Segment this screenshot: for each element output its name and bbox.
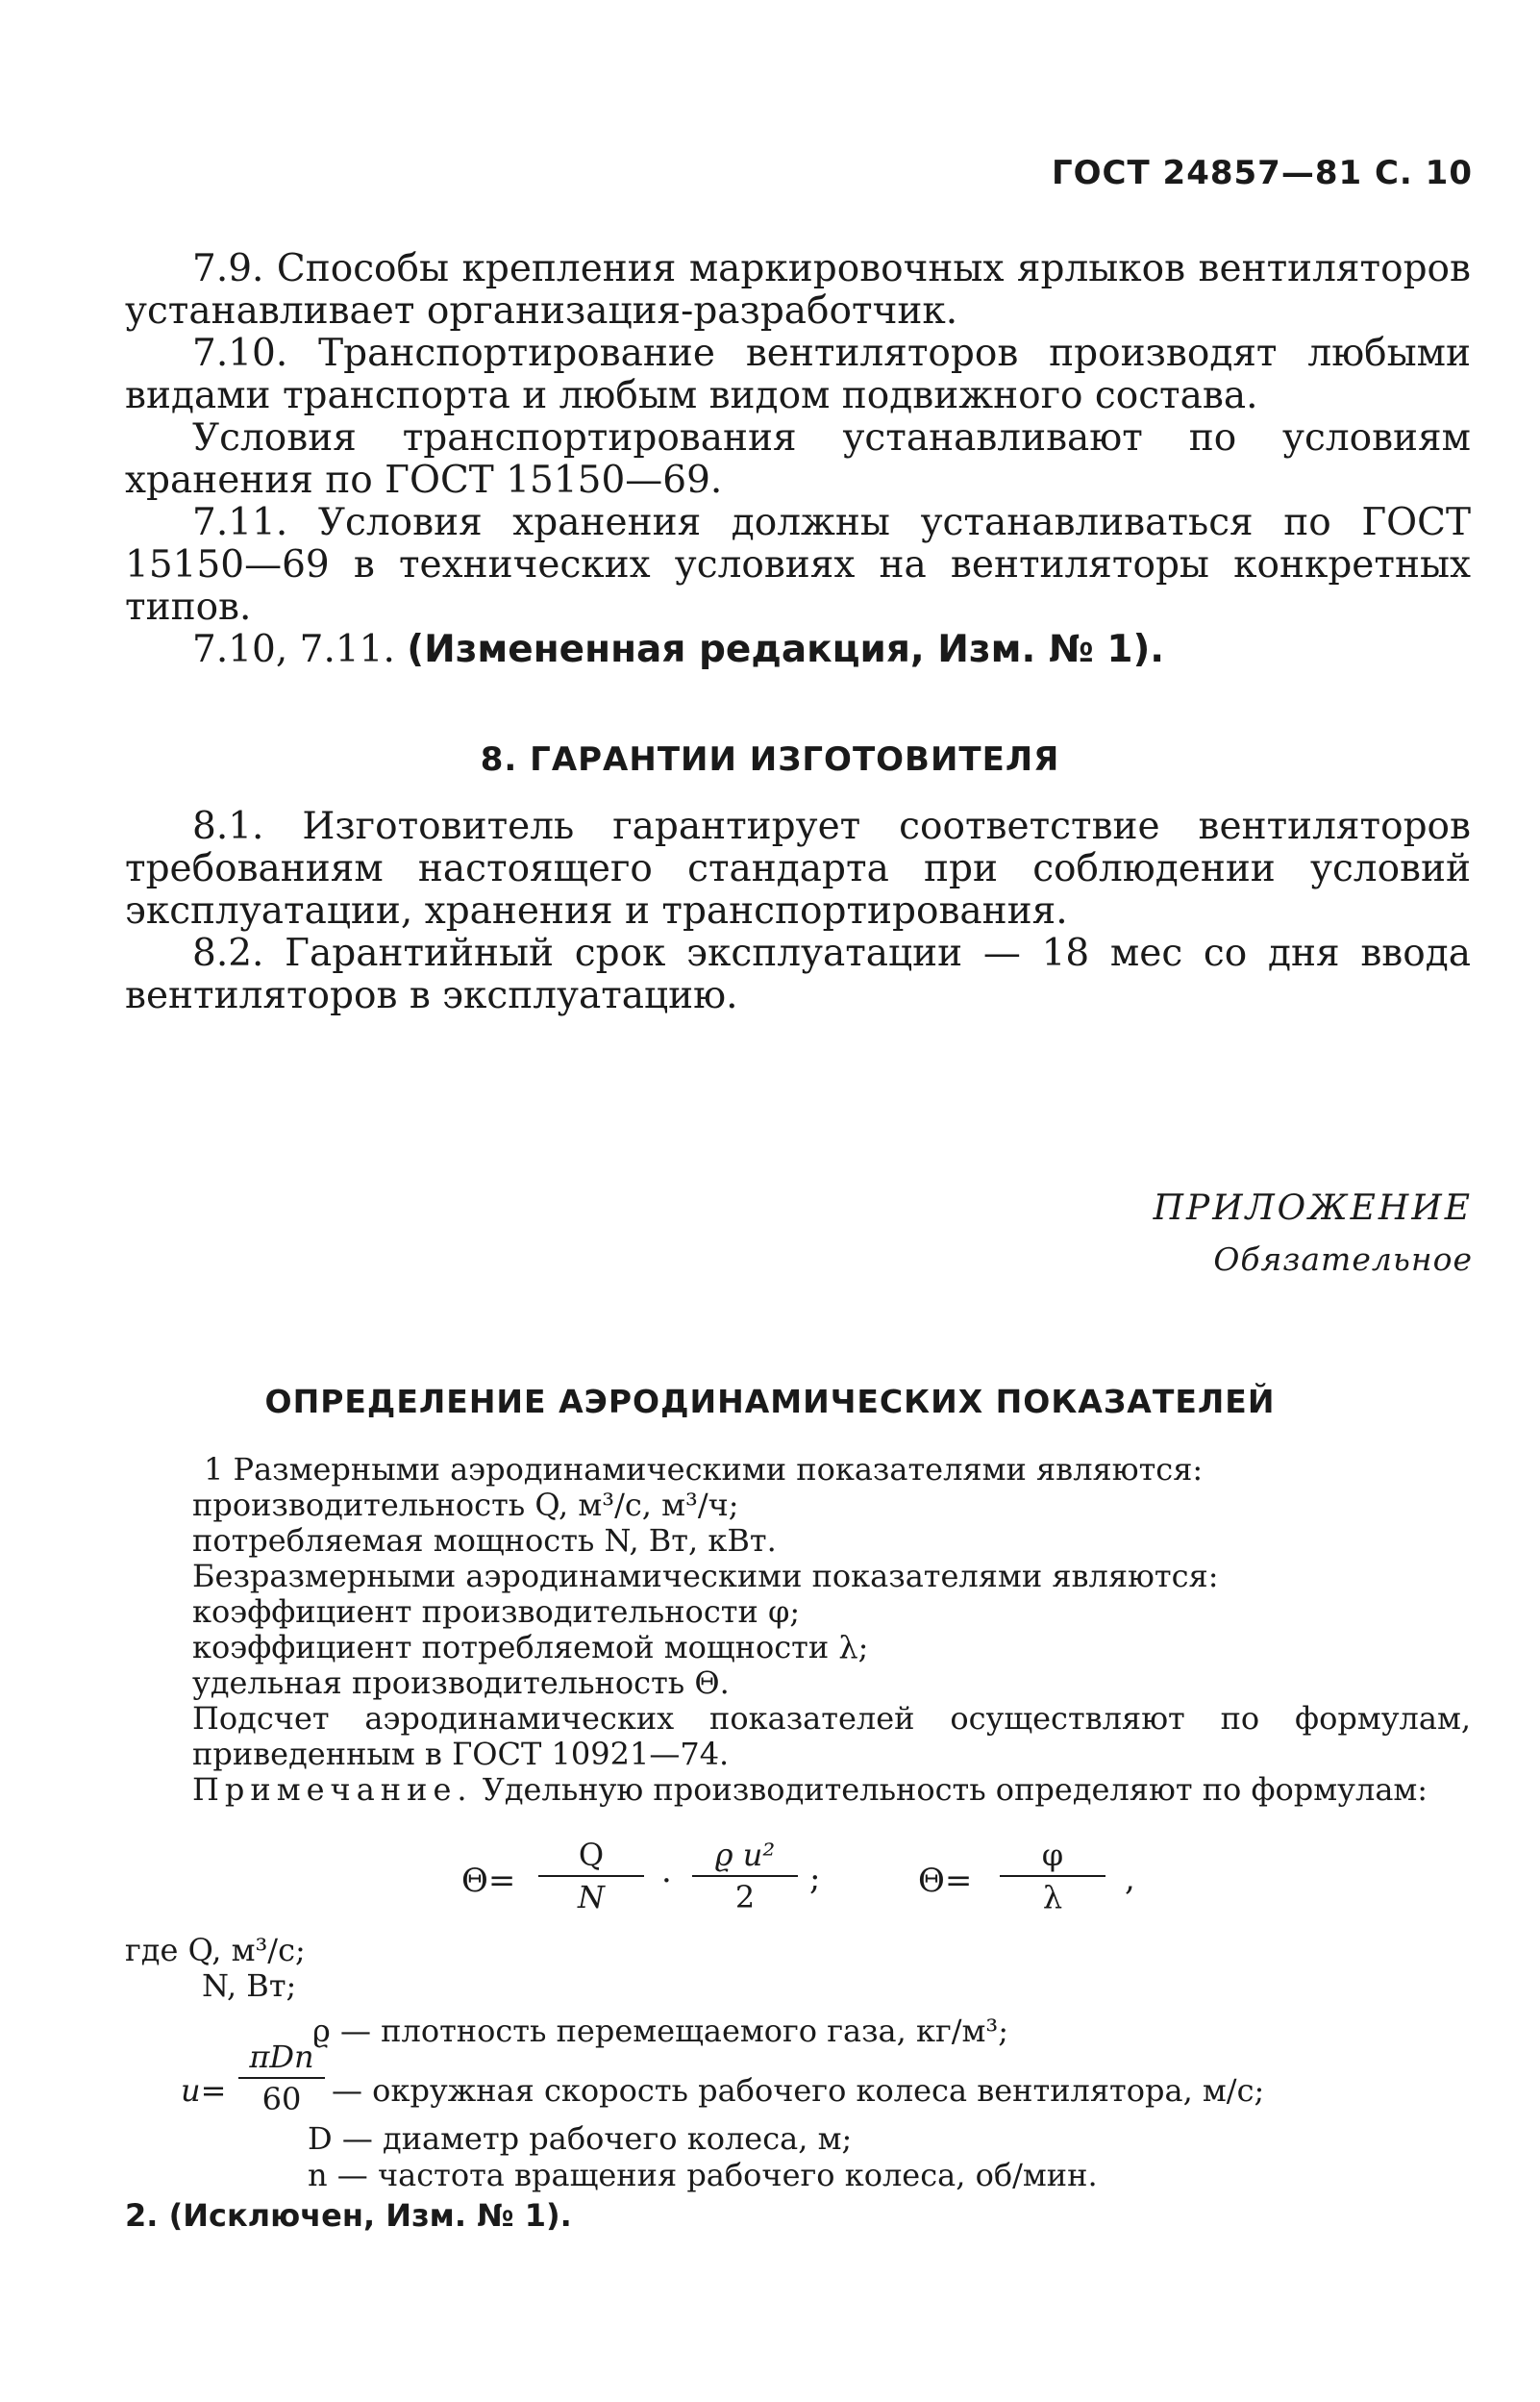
fraction-bar [238, 2077, 325, 2079]
appendix-status: Обязательное [1213, 1240, 1473, 1278]
formula-row [0, 1827, 1540, 1933]
appendix-item-2-excluded: 2. (Исключен, Изм. № 1). [125, 2197, 572, 2234]
def-n-rotation: n — частота вращения рабочего колеса, об/мин. [308, 2157, 1098, 2193]
formula-variable-definitions [125, 1933, 1471, 2250]
section-8-title: 8. ГАРАНТИИ ИЗГОТОВИТЕЛЯ [480, 740, 1060, 779]
amendment-note: (Измененная редакция, Изм. № 1). [407, 628, 1165, 671]
def-u-num: πDn [249, 2039, 314, 2075]
def-u-lhs: u= [181, 2072, 227, 2109]
fraction-bar [1000, 1875, 1105, 1877]
formula2-fraction [1000, 1837, 1105, 1915]
section-8-text [125, 806, 1471, 1017]
appendix-line-1: 1 Размерными аэродинамическими показателями являются: [204, 1451, 1204, 1488]
appendix-line-6: коэффициент потребляемой мощности λ; [192, 1629, 869, 1665]
paragraph-7-amendment [125, 629, 1471, 671]
appendix-line-4: Безразмерными аэродинамическими показателями являются: [192, 1558, 1219, 1594]
formula2-num: φ [1041, 1837, 1064, 1873]
paragraph-8-2: 8.2. Гарантийный срок эксплуатации — 18 мес со дня ввода вентиляторов в эксплуатацию. [125, 932, 1471, 1017]
paragraph-7-10-conditions: Условия транспортирования устанавливают по условиям хранения по ГОСТ 15150—69. [125, 416, 1471, 502]
appendix-line-5: коэффициент производительности φ; [192, 1593, 801, 1630]
formula2-separator: , [1125, 1860, 1135, 1898]
def-u-fraction [238, 2039, 325, 2117]
fraction-bar [538, 1875, 644, 1877]
note-label: Примечание. [192, 1771, 473, 1808]
section-7-text [125, 248, 1471, 671]
paragraph-7-9: 7.9. Способы крепления маркировочных ярлыков вентиляторов устанавливает организация-разработчик. [125, 247, 1471, 333]
formula1-lhs: Θ= [461, 1862, 516, 1900]
formula1-num2: ϱ u² [714, 1837, 776, 1873]
paragraph-8-1: 8.1. Изготовитель гарантирует соответствие вентиляторов требованиям настоящего стандарта при соблюдении условий эксплуатации, хранения и транспортирования. [125, 805, 1471, 933]
formula1-fraction-1 [538, 1837, 644, 1915]
def-d: D — диаметр рабочего колеса, м; [308, 2120, 853, 2157]
note-text: Удельную производительность определяют по формулам: [482, 1771, 1428, 1808]
page-header: ГОСТ 24857—81 С. 10 [1051, 154, 1473, 192]
appendix-definitions [192, 1452, 1471, 1808]
formula1-num1: Q [578, 1837, 605, 1873]
appendix-line-2: производительность Q, м³/с, м³/ч; [192, 1487, 739, 1523]
formula1-separator: ; [809, 1860, 821, 1898]
def-u-den: 60 [261, 2081, 302, 2117]
fraction-bar [692, 1875, 798, 1877]
appendix-line-7: удельная производительность Θ. [192, 1664, 730, 1701]
note-paragraph [192, 1772, 1471, 1808]
appendix-title: ОПРЕДЕЛЕНИЕ АЭРОДИНАМИЧЕСКИХ ПОКАЗАТЕЛЕЙ [264, 1383, 1276, 1420]
calculation-paragraph: Подсчет аэродинамических показателей осуществляют по формулам, приведенным в ГОСТ 10921—74. [192, 1700, 1471, 1772]
def-rho: ϱ — плотность перемещаемого газа, кг/м³; [312, 2013, 1008, 2049]
def-q: где Q, м³/с; [125, 1932, 306, 1968]
formula1-fraction-2 [692, 1837, 798, 1915]
formula2-den: λ [1042, 1879, 1063, 1915]
amendment-prefix: 7.10, 7.11. [192, 628, 395, 671]
paragraph-7-11: 7.11. Условия хранения должны устанавливаться по ГОСТ 15150—69 в технических условиях на вентиляторы конкретных типов. [125, 501, 1471, 629]
def-n-power: N, Вт; [202, 1967, 297, 2004]
formula1-dot: · [661, 1862, 672, 1900]
formula1-den1: N [578, 1879, 605, 1915]
appendix-label: ПРИЛОЖЕНИЕ [1153, 1188, 1473, 1228]
formula2-lhs: Θ= [918, 1862, 973, 1900]
formula1-den2: 2 [734, 1879, 756, 1915]
paragraph-7-10: 7.10. Транспортирование вентиляторов производят любыми видами транспорта и любым видом подвижного состава. [125, 332, 1471, 417]
def-u-text: — окружная скорость рабочего колеса вентилятора, м/с; [332, 2072, 1265, 2109]
appendix-line-3: потребляемая мощность N, Вт, кВт. [192, 1522, 777, 1559]
